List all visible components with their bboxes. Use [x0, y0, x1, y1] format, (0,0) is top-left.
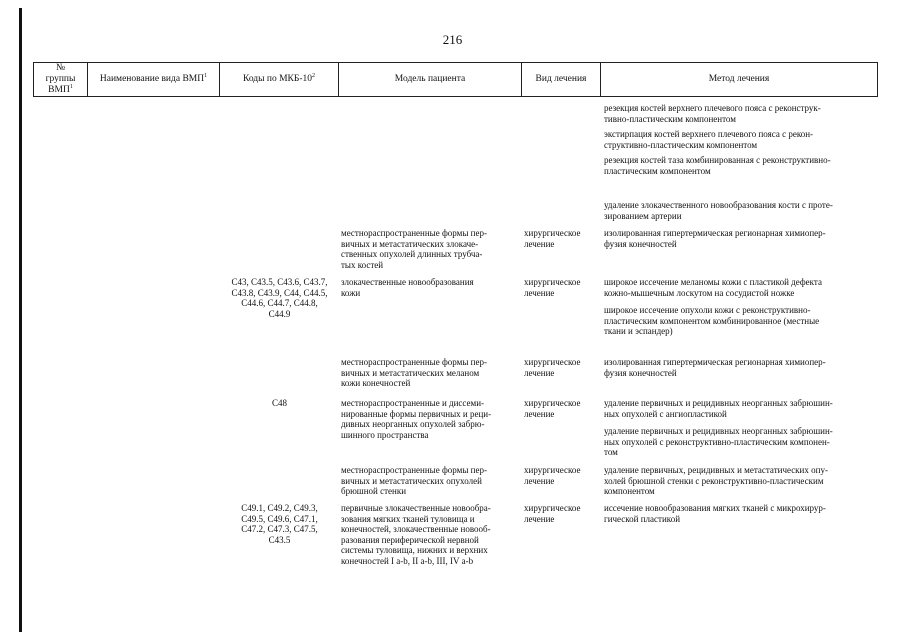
treatment-method-cell: широкое иссечение меланомы кожи с пластикой дефекта кожно-мышечным лоскутом на сосудистой ножке: [604, 277, 822, 298]
treatment-type-cell: хирургическое лечение: [524, 398, 581, 419]
treatment-type-cell: хирургическое лечение: [524, 228, 581, 249]
treatment-type-cell: хирургическое лечение: [524, 465, 581, 486]
header-vmp-name: Наименование вида ВМП$^1$: [99, 72, 208, 84]
treatment-method-cell: удаление первичных и рецидивных неорганных забрюшин- ных опухолей с реконструктивно-пластическим компонен- том: [604, 426, 833, 457]
treatment-type-cell: хирургическое лечение: [524, 503, 581, 524]
treatment-method-cell: удаление первичных, рецидивных и метастатических опу- холей брюшной стенки с реконструктивно-пластическим компонентом: [604, 465, 828, 496]
treatment-method-cell: иссечение новообразования мягких тканей с микрохирур- гической пластикой: [604, 503, 826, 524]
page-number: 216: [442, 32, 463, 47]
patient-model-cell: местнораспространенные и диссеми- нированные формы первичных и реци- дивных неорганных опухолей забрю- шинного пространства: [341, 398, 492, 440]
icd-codes-cell: C48: [271, 398, 287, 408]
icd-codes-cell: C43, C43.5, C43.6, C43.7, C43.8, C43.9, C44, C44.5, C44.6, C44.7, C44.8, C44.9: [231, 277, 328, 319]
treatment-method-cell: резекция костей таза комбинированная с реконструктивно- пластическим компонентом: [604, 155, 831, 176]
header-treatment-method: Метод лечения: [708, 74, 770, 84]
treatment-method-cell: изолированная гипертермическая регионарная химиопер- фузия конечностей: [604, 357, 826, 378]
treatment-method-cell: резекция костей верхнего плечевого пояса с реконструк- тивно-пластическим компонентом: [604, 103, 821, 124]
treatment-method-cell: удаление первичных и рецидивных неорганных забрюшин- ных опухолей с ангиопластикой: [604, 398, 833, 419]
treatment-method-cell: экстирпация костей верхнего плечевого пояса с рекон- структивно-пластическим компонентом: [604, 129, 814, 150]
header-treatment-type: Вид лечения: [535, 74, 587, 84]
page-edge-bar: [19, 8, 22, 632]
header-group-number: № группы ВМП$^1$: [45, 63, 76, 95]
patient-model-cell: местнораспространенные формы пер- вичных и метастатических меланом кожи конечностей: [341, 357, 487, 388]
treatment-type-cell: хирургическое лечение: [524, 277, 581, 298]
header-patient-model: Модель пациента: [394, 74, 466, 84]
treatment-method-cell: изолированная гипертермическая регионарная химиопер- фузия конечностей: [604, 228, 826, 249]
patient-model-cell: местнораспространенные формы пер- вичных и метастатических злокаче- ственных опухолей длинных трубча- тых костей: [341, 228, 487, 270]
patient-model-cell: местнораспространенные формы пер- вичных и метастатических опухолей брюшной стенки: [341, 465, 487, 496]
header-icd-codes: Коды по МКБ-$10^2$: [242, 72, 316, 84]
treatment-method-cell: удаление злокачественного новообразования кости с проте- зированием артерии: [604, 200, 833, 221]
header-divider: [877, 62, 878, 97]
treatment-method-cell: широкое иссечение опухоли кожи с реконструктивно- пластическим компонентом комбинированное (местные ткани и эспандер): [604, 305, 820, 336]
patient-model-cell: злокачественные новообразования кожи: [341, 277, 474, 298]
treatment-type-cell: хирургическое лечение: [524, 357, 581, 378]
patient-model-cell: первичные злокачественные новообра- зования мягких тканей туловища и конечностей, злокачественные новооб- разования периферической нервной системы туловища, нижних и верхних конечностей I a-b, II a-b, III, IV a-b: [341, 503, 491, 566]
icd-codes-cell: C49.1, C49.2, C49.3, C49.5, C49.6, C47.1, C47.2, C47.3, C47.5, C43.5: [241, 503, 318, 545]
